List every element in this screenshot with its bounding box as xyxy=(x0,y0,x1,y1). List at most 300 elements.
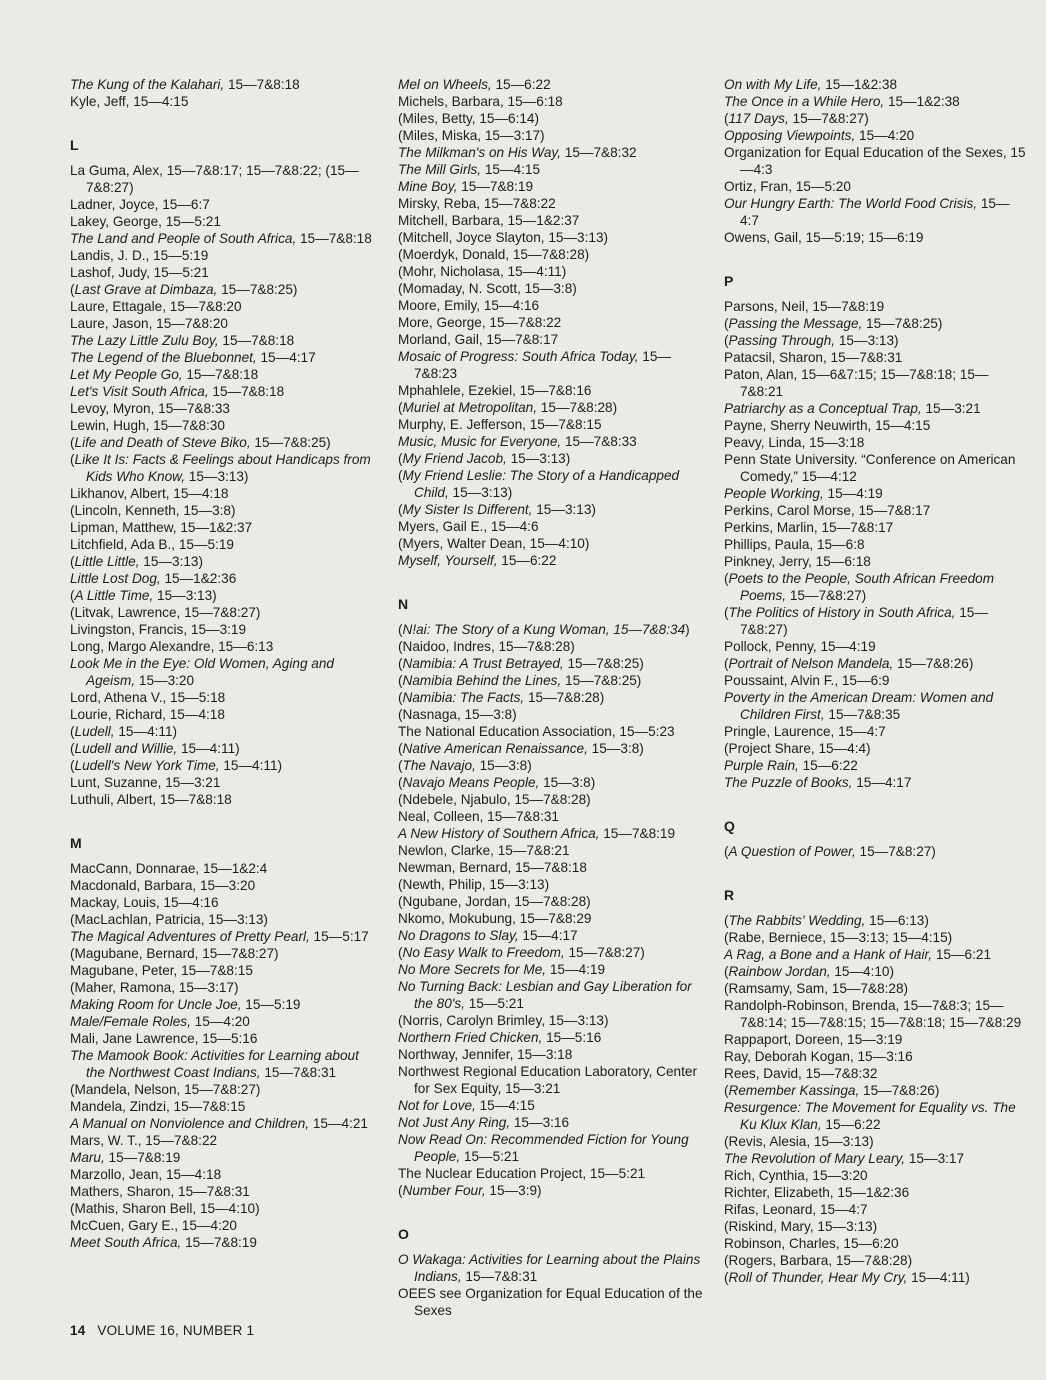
entry-text: Lakey, George, 15—5:21 xyxy=(70,214,221,229)
index-entry xyxy=(70,213,378,230)
index-entry xyxy=(70,945,378,962)
entry-text: 15—3:17 xyxy=(905,1151,965,1166)
index-entry xyxy=(70,502,378,519)
index-entry xyxy=(724,1167,1028,1184)
index-entry xyxy=(70,706,378,723)
entry-prefix: ( xyxy=(70,758,75,773)
entry-text: 15—4:7 xyxy=(740,196,1010,228)
entry-text: 15—7&8:26) xyxy=(859,1083,940,1098)
entry-text: Nkomo, Mokubung, 15—7&8:29 xyxy=(398,911,592,926)
entry-title: Namibia: A Trust Betrayed, xyxy=(402,656,564,671)
index-entry xyxy=(70,1115,378,1132)
index-entry xyxy=(398,535,706,552)
index-entry xyxy=(398,76,706,93)
index-entry xyxy=(724,417,1028,434)
entry-text: (Mitchell, Joyce Slayton, 15—3:13) xyxy=(398,230,609,245)
index-entry xyxy=(398,433,706,450)
entry-text: Mathers, Sharon, 15—7&8:31 xyxy=(70,1184,250,1199)
entry-text: 15—5:21 xyxy=(464,996,524,1011)
index-entry xyxy=(398,399,706,416)
entry-text: Marzollo, Jean, 15—4:18 xyxy=(70,1167,222,1182)
entry-text: More, George, 15—7&8:22 xyxy=(398,315,562,330)
entry-text: Richter, Elizabeth, 15—1&2:36 xyxy=(724,1185,910,1200)
index-entry xyxy=(70,434,378,451)
entry-text: 15—7&8:28) xyxy=(537,400,618,415)
entry-prefix: ( xyxy=(724,571,729,586)
entry-text: McCuen, Gary E., 15—4:20 xyxy=(70,1218,237,1233)
index-entry xyxy=(70,162,378,196)
entry-title: Little Little, xyxy=(74,554,140,569)
entry-title: Rainbow Jordan, xyxy=(728,964,831,979)
entry-text: Lord, Athena V., 15—5:18 xyxy=(70,690,226,705)
entry-title: Ludell and Willie, xyxy=(74,741,178,756)
entry-text: 15—7&8:27) xyxy=(786,588,867,603)
entry-title: On with My Life, xyxy=(724,77,822,92)
entry-text: Pinkney, Jerry, 15—6:18 xyxy=(724,554,871,569)
entry-title: No Turning Back: Lesbian and Gay Liberation for the 80's, xyxy=(398,979,692,1011)
entry-text: La Guma, Alex, 15—7&8:17; 15—7&8:22; (15—7&8:27) xyxy=(70,163,359,195)
index-entry xyxy=(724,178,1028,195)
index-entry xyxy=(724,1065,1028,1082)
entry-title: The Navajo, xyxy=(402,758,476,773)
index-entry xyxy=(398,757,706,774)
page-footer xyxy=(70,1323,254,1338)
entry-text: 15—7&8:19 xyxy=(457,179,534,194)
entry-text: (Norris, Carolyn Brimley, 15—3:13) xyxy=(398,1013,609,1028)
entry-title: The Lazy Little Zulu Boy, xyxy=(70,333,219,348)
entry-text: 15—6:22 xyxy=(798,758,858,773)
entry-prefix: ( xyxy=(724,316,729,331)
index-entry xyxy=(724,229,1028,246)
entry-title: A Rag, a Bone and a Hank of Hair, xyxy=(724,947,933,962)
index-entry xyxy=(398,961,706,978)
entry-title: Our Hungry Earth: The World Food Crisis, xyxy=(724,196,978,211)
index-entry xyxy=(724,638,1028,655)
index-entry xyxy=(724,980,1028,997)
entry-text: 15—5:19 xyxy=(241,997,301,1012)
index-entry xyxy=(398,195,706,212)
entry-title: Poverty in the American Dream: Women and Children First, xyxy=(724,690,994,722)
index-entry xyxy=(70,723,378,740)
index-entry xyxy=(398,382,706,399)
index-entry xyxy=(398,144,706,161)
index-entry xyxy=(70,928,378,945)
index-entry xyxy=(70,996,378,1013)
index-entry xyxy=(398,161,706,178)
entry-title: The Once in a While Hero, xyxy=(724,94,885,109)
index-entry xyxy=(724,963,1028,980)
index-entry xyxy=(70,911,378,928)
index-entry xyxy=(398,1251,706,1285)
section-letter-p: P xyxy=(724,273,734,289)
index-entry xyxy=(398,416,706,433)
index-entry xyxy=(398,927,706,944)
entry-title: Let My People Go, xyxy=(70,367,183,382)
index-entry xyxy=(398,808,706,825)
index-entry xyxy=(398,280,706,297)
index-entry xyxy=(70,349,378,366)
index-entry xyxy=(398,825,706,842)
entry-title: People Working, xyxy=(724,486,824,501)
index-entry xyxy=(70,230,378,247)
entry-title: Now Read On: Recommended Fiction for Young People, xyxy=(398,1132,689,1164)
index-entry xyxy=(70,519,378,536)
entry-text: 15—7&8:18 xyxy=(296,231,372,246)
index-entry xyxy=(70,332,378,349)
entry-title: Male/Female Roles, xyxy=(70,1014,191,1029)
entry-text: Michels, Barbara, 15—6:18 xyxy=(398,94,563,109)
entry-title: The Land and People of South Africa, xyxy=(70,231,297,246)
index-entry xyxy=(70,689,378,706)
index-entry xyxy=(724,110,1028,127)
entry-title: No More Secrets for Me, xyxy=(398,962,547,977)
entry-title: 117 Days, xyxy=(728,111,789,126)
entry-text: Perkins, Marlin, 15—7&8:17 xyxy=(724,520,894,535)
entry-title: The Politics of History in South Africa, xyxy=(728,605,956,620)
index-entry xyxy=(70,655,378,689)
entry-title: Passing the Message, xyxy=(728,316,863,331)
index-entry xyxy=(70,587,378,604)
entry-text: (Mandela, Nelson, 15—7&8:27) xyxy=(70,1082,261,1097)
entry-title: My Friend Jacob, xyxy=(402,451,507,466)
entry-prefix: ( xyxy=(398,775,403,790)
entry-text: Lipman, Matthew, 15—1&2:37 xyxy=(70,520,253,535)
index-entry xyxy=(398,348,706,382)
entry-text: 15—3:8) xyxy=(539,775,596,790)
index-entry xyxy=(724,1082,1028,1099)
entry-prefix: ( xyxy=(398,468,403,483)
entry-text: 15—7&8:27) xyxy=(564,945,645,960)
entry-text: Newlon, Clarke, 15—7&8:21 xyxy=(398,843,570,858)
entry-text: Lunt, Suzanne, 15—3:21 xyxy=(70,775,221,790)
entry-text: 15—7&8:18 xyxy=(224,77,300,92)
index-entry xyxy=(724,1201,1028,1218)
entry-text: Litchfield, Ada B., 15—5:19 xyxy=(70,537,234,552)
entry-prefix: ( xyxy=(724,1083,729,1098)
index-entry xyxy=(724,536,1028,553)
entry-text: 15—4:11) xyxy=(219,758,283,773)
entry-text: Penn State University. “Conference on American Comedy,” 15—4:12 xyxy=(724,452,1016,484)
entry-text: 15—4:20 xyxy=(190,1014,250,1029)
index-entry xyxy=(398,552,706,569)
index-entry xyxy=(724,1269,1028,1286)
index-entry xyxy=(398,1114,706,1131)
index-entry xyxy=(398,518,706,535)
entry-text: (Miles, Miska, 15—3:17) xyxy=(398,128,545,143)
entry-title: Mel on Wheels, xyxy=(398,77,492,92)
entry-prefix: ( xyxy=(724,656,729,671)
entry-prefix: ( xyxy=(724,964,729,979)
index-entry xyxy=(398,501,706,518)
entry-text: (Mathis, Sharon Bell, 15—4:10) xyxy=(70,1201,260,1216)
entry-text: Mali, Jane Lawrence, 15—5:16 xyxy=(70,1031,258,1046)
entry-title: A Question of Power, xyxy=(728,844,856,859)
entry-title: Portrait of Nelson Mandela, xyxy=(728,656,894,671)
entry-text: Peavy, Linda, 15—3:18 xyxy=(724,435,865,450)
index-entry xyxy=(724,655,1028,672)
entry-text: Moore, Emily, 15—4:16 xyxy=(398,298,540,313)
index-entry xyxy=(398,1012,706,1029)
entry-title: Last Grave at Dimbaza, xyxy=(74,282,218,297)
index-entry xyxy=(70,1217,378,1234)
index-entry xyxy=(398,331,706,348)
index-entry xyxy=(398,450,706,467)
entry-text: 15—7&8:25) xyxy=(561,673,642,688)
entry-text: 15—7&8:27) xyxy=(855,844,936,859)
index-column-3 xyxy=(724,76,1028,1286)
entry-title: Poets to the People, South African Freedom Poems, xyxy=(728,571,995,603)
entry-text: (Miles, Betty, 15—6:14) xyxy=(398,111,540,126)
entry-text: (Myers, Walter Dean, 15—4:10) xyxy=(398,536,590,551)
entry-title: Namibia: The Facts, xyxy=(402,690,525,705)
entry-text: Mitchell, Barbara, 15—1&2:37 xyxy=(398,213,580,228)
entry-text: 15—3:13) xyxy=(506,451,571,466)
section-letter-m: M xyxy=(70,835,82,851)
entry-title: Remember Kassinga, xyxy=(728,1083,860,1098)
entry-title: Music, Music for Everyone, xyxy=(398,434,562,449)
entry-title: Mine Boy, xyxy=(398,179,458,194)
index-entry xyxy=(70,638,378,655)
entry-text: 15—6:13) xyxy=(865,913,929,928)
index-entry xyxy=(724,912,1028,929)
entry-text: 15—7&8:23 xyxy=(414,349,672,381)
entry-title: Myself, Yourself, xyxy=(398,553,498,568)
entry-text: MacCann, Donnarae, 15—1&2:4 xyxy=(70,861,268,876)
index-entry xyxy=(70,281,378,298)
index-entry xyxy=(398,672,706,689)
entry-title: Roll of Thunder, Hear My Cry, xyxy=(728,1270,908,1285)
index-entry xyxy=(70,621,378,638)
entry-text: Poussaint, Alvin F., 15—6:9 xyxy=(724,673,890,688)
entry-text: Robinson, Charles, 15—6:20 xyxy=(724,1236,899,1251)
index-entry xyxy=(398,859,706,876)
entry-prefix: ( xyxy=(398,758,403,773)
entry-prefix: ( xyxy=(724,1270,729,1285)
entry-text: 15—7&8:25) xyxy=(250,435,331,450)
index-entry xyxy=(724,946,1028,963)
entry-text: 15—7&8:27) xyxy=(740,605,988,637)
index-entry xyxy=(70,774,378,791)
entry-prefix: ( xyxy=(724,605,729,620)
entry-prefix: ( xyxy=(724,111,729,126)
index-entry xyxy=(398,689,706,706)
index-entry xyxy=(70,1149,378,1166)
entry-text: (Riskind, Mary, 15—3:13) xyxy=(724,1219,878,1234)
index-entry xyxy=(724,1235,1028,1252)
entry-text: 15—7&8:19 xyxy=(599,826,676,841)
index-entry xyxy=(398,791,706,808)
index-entry xyxy=(70,740,378,757)
entry-text: 15—3:20 xyxy=(135,673,195,688)
index-entry xyxy=(724,672,1028,689)
entry-text: (Naidoo, Indres, 15—7&8:28) xyxy=(398,639,575,654)
index-entry xyxy=(70,400,378,417)
entry-text: Rees, David, 15—7&8:32 xyxy=(724,1066,878,1081)
entry-text: Murphy, E. Jefferson, 15—7&8:15 xyxy=(398,417,602,432)
index-entry xyxy=(724,1031,1028,1048)
index-entry xyxy=(70,417,378,434)
entry-text: Mandela, Zindzi, 15—7&8:15 xyxy=(70,1099,246,1114)
entry-prefix: ( xyxy=(398,1183,403,1198)
index-entry xyxy=(724,1048,1028,1065)
entry-text: 15—4:10) xyxy=(830,964,895,979)
entry-text: 15—3:9) xyxy=(485,1183,542,1198)
index-entry xyxy=(70,315,378,332)
index-entry xyxy=(398,876,706,893)
index-entry xyxy=(724,502,1028,519)
entry-text: 15—4:17 xyxy=(518,928,578,943)
entry-prefix: ( xyxy=(398,656,403,671)
entry-text: Long, Margo Alexandre, 15—6:13 xyxy=(70,639,274,654)
entry-text: Luthuli, Albert, 15—7&8:18 xyxy=(70,792,232,807)
entry-title: The Puzzle of Books, xyxy=(724,775,853,790)
entry-title: Number Four, xyxy=(402,1183,486,1198)
index-entry xyxy=(70,1081,378,1098)
entry-title: Making Room for Uncle Joe, xyxy=(70,997,242,1012)
index-entry xyxy=(724,349,1028,366)
index-entry xyxy=(398,1046,706,1063)
entry-text: 15—7&8:25) xyxy=(217,282,298,297)
entry-text: Neal, Colleen, 15—7&8:31 xyxy=(398,809,559,824)
entry-prefix: ( xyxy=(70,741,75,756)
index-entry xyxy=(724,689,1028,723)
index-entry xyxy=(724,1150,1028,1167)
entry-text: (Momaday, N. Scott, 15—3:8) xyxy=(398,281,577,296)
entry-title: The Mamook Book: Activities for Learning about the Northwest Coast Indians, xyxy=(70,1048,359,1080)
entry-title: No Dragons to Slay, xyxy=(398,928,519,943)
section-letter-o: O xyxy=(398,1226,409,1242)
entry-title: The Rabbits' Wedding, xyxy=(728,913,866,928)
index-entry xyxy=(70,757,378,774)
index-entry xyxy=(724,195,1028,229)
entry-title: N!ai: The Story of a Kung Woman, 15—7&8:34 xyxy=(402,622,686,637)
entry-text: 15—3:21 xyxy=(921,401,981,416)
entry-text: Macdonald, Barbara, 15—3:20 xyxy=(70,878,256,893)
entry-text: Landis, J. D., 15—5:19 xyxy=(70,248,209,263)
section-letter-r: R xyxy=(724,887,735,903)
index-entry xyxy=(398,110,706,127)
entry-text: 15—3:13) xyxy=(184,469,249,484)
entry-text: 15—3:13) xyxy=(139,554,203,569)
entry-title: The Legend of the Bluebonnet, xyxy=(70,350,257,365)
entry-text: (Rabe, Berniece, 15—3:13; 15—4:15) xyxy=(724,930,953,945)
entry-title: A New History of Southern Africa, xyxy=(398,826,600,841)
entry-text: 15—4:11) xyxy=(907,1270,970,1285)
entry-text: Likhanov, Albert, 15—4:18 xyxy=(70,486,229,501)
page-number: 14 xyxy=(70,1323,86,1338)
index-entry xyxy=(724,757,1028,774)
entry-text: 15—1&2:38 xyxy=(821,77,898,92)
index-entry xyxy=(724,1184,1028,1201)
entry-text: 15—7&8:19 xyxy=(104,1150,181,1165)
entry-text: (Project Share, 15—4:4) xyxy=(724,741,871,756)
index-entry xyxy=(398,944,706,961)
index-entry xyxy=(70,196,378,213)
entry-title: Patriarchy as a Conceptual Trap, xyxy=(724,401,922,416)
entry-title: Navajo Means People, xyxy=(402,775,540,790)
entry-text: (Mohr, Nicholasa, 15—4:11) xyxy=(398,264,567,279)
index-entry xyxy=(70,1183,378,1200)
entry-text: 15—7&8:33 xyxy=(561,434,637,449)
index-entry xyxy=(724,76,1028,93)
entry-text: 15—4:11) xyxy=(114,724,178,739)
entry-text: 15—7&8:18 xyxy=(208,384,285,399)
entry-text: 15—3:8) xyxy=(587,741,644,756)
entry-text: 15—7&8:35 xyxy=(824,707,901,722)
entry-text: Newman, Bernard, 15—7&8:18 xyxy=(398,860,587,875)
entry-text: Myers, Gail E., 15—4:6 xyxy=(398,519,539,534)
entry-text: 15—7&8:19 xyxy=(181,1235,257,1250)
entry-text: Mackay, Louis, 15—4:16 xyxy=(70,895,219,910)
index-entry xyxy=(724,144,1028,178)
entry-text: (Ndebele, Njabulo, 15—7&8:28) xyxy=(398,792,591,807)
entry-text: 15—6:22 xyxy=(497,553,557,568)
entry-title: Northern Fried Chicken, xyxy=(398,1030,543,1045)
entry-text: 15—7&8:31 xyxy=(461,1269,538,1284)
entry-title: Passing Through, xyxy=(728,333,836,348)
index-entry xyxy=(70,1200,378,1217)
entry-text: Laure, Ettagale, 15—7&8:20 xyxy=(70,299,242,314)
index-entry xyxy=(398,740,706,757)
entry-text: (Maher, Ramona, 15—3:17) xyxy=(70,980,239,995)
index-entry xyxy=(398,1165,706,1182)
index-entry xyxy=(724,929,1028,946)
entry-text: 15—7&8:32 xyxy=(561,145,637,160)
index-entry xyxy=(398,1131,706,1165)
entry-text: Parsons, Neil, 15—7&8:19 xyxy=(724,299,885,314)
entry-text: Pollock, Penny, 15—4:19 xyxy=(724,639,876,654)
index-entry xyxy=(70,264,378,281)
index-entry xyxy=(724,774,1028,791)
volume-label: VOLUME 16, NUMBER 1 xyxy=(97,1323,255,1338)
entry-text: 15—4:19 xyxy=(823,486,883,501)
index-entry xyxy=(724,553,1028,570)
index-entry xyxy=(70,485,378,502)
index-entry xyxy=(398,127,706,144)
entry-text: Paton, Alan, 15—6&7:15; 15—7&8:18; 15—7&8:21 xyxy=(724,367,989,399)
section-letter-q: Q xyxy=(724,818,735,834)
entry-text: Rich, Cynthia, 15—3:20 xyxy=(724,1168,868,1183)
entry-text: Levoy, Myron, 15—7&8:33 xyxy=(70,401,230,416)
entry-title: Let's Visit South Africa, xyxy=(70,384,209,399)
entry-prefix: ( xyxy=(70,588,75,603)
index-entry xyxy=(724,1133,1028,1150)
index-entry xyxy=(398,723,706,740)
entry-prefix: ( xyxy=(398,502,403,517)
entry-text: 15—6:21 xyxy=(932,947,992,962)
index-entry xyxy=(398,1097,706,1114)
entry-text: Ladner, Joyce, 15—6:7 xyxy=(70,197,210,212)
index-entry xyxy=(724,740,1028,757)
index-entry xyxy=(70,570,378,587)
index-entry xyxy=(70,962,378,979)
index-entry xyxy=(70,93,378,110)
entry-text: 15—4:20 xyxy=(855,128,915,143)
index-entry xyxy=(70,1098,378,1115)
entry-text: Payne, Sherry Neuwirth, 15—4:15 xyxy=(724,418,931,433)
entry-prefix: ( xyxy=(724,913,729,928)
entry-title: My Friend Leslie: The Story of a Handicapped Child, xyxy=(402,468,680,500)
entry-title: Ludell, xyxy=(74,724,115,739)
entry-title: Like It Is: Facts & Feelings about Handicaps from Kids Who Know, xyxy=(74,452,371,484)
entry-text: 15—4:17 xyxy=(256,350,316,365)
index-entry xyxy=(70,451,378,485)
entry-text: Rifas, Leonard, 15—4:7 xyxy=(724,1202,868,1217)
entry-text: 15—7&8:25) xyxy=(862,316,943,331)
entry-title: A Little Time, xyxy=(74,588,154,603)
entry-text: (Ngubane, Jordan, 15—7&8:28) xyxy=(398,894,591,909)
entry-text: 15—7&8:26) xyxy=(893,656,974,671)
